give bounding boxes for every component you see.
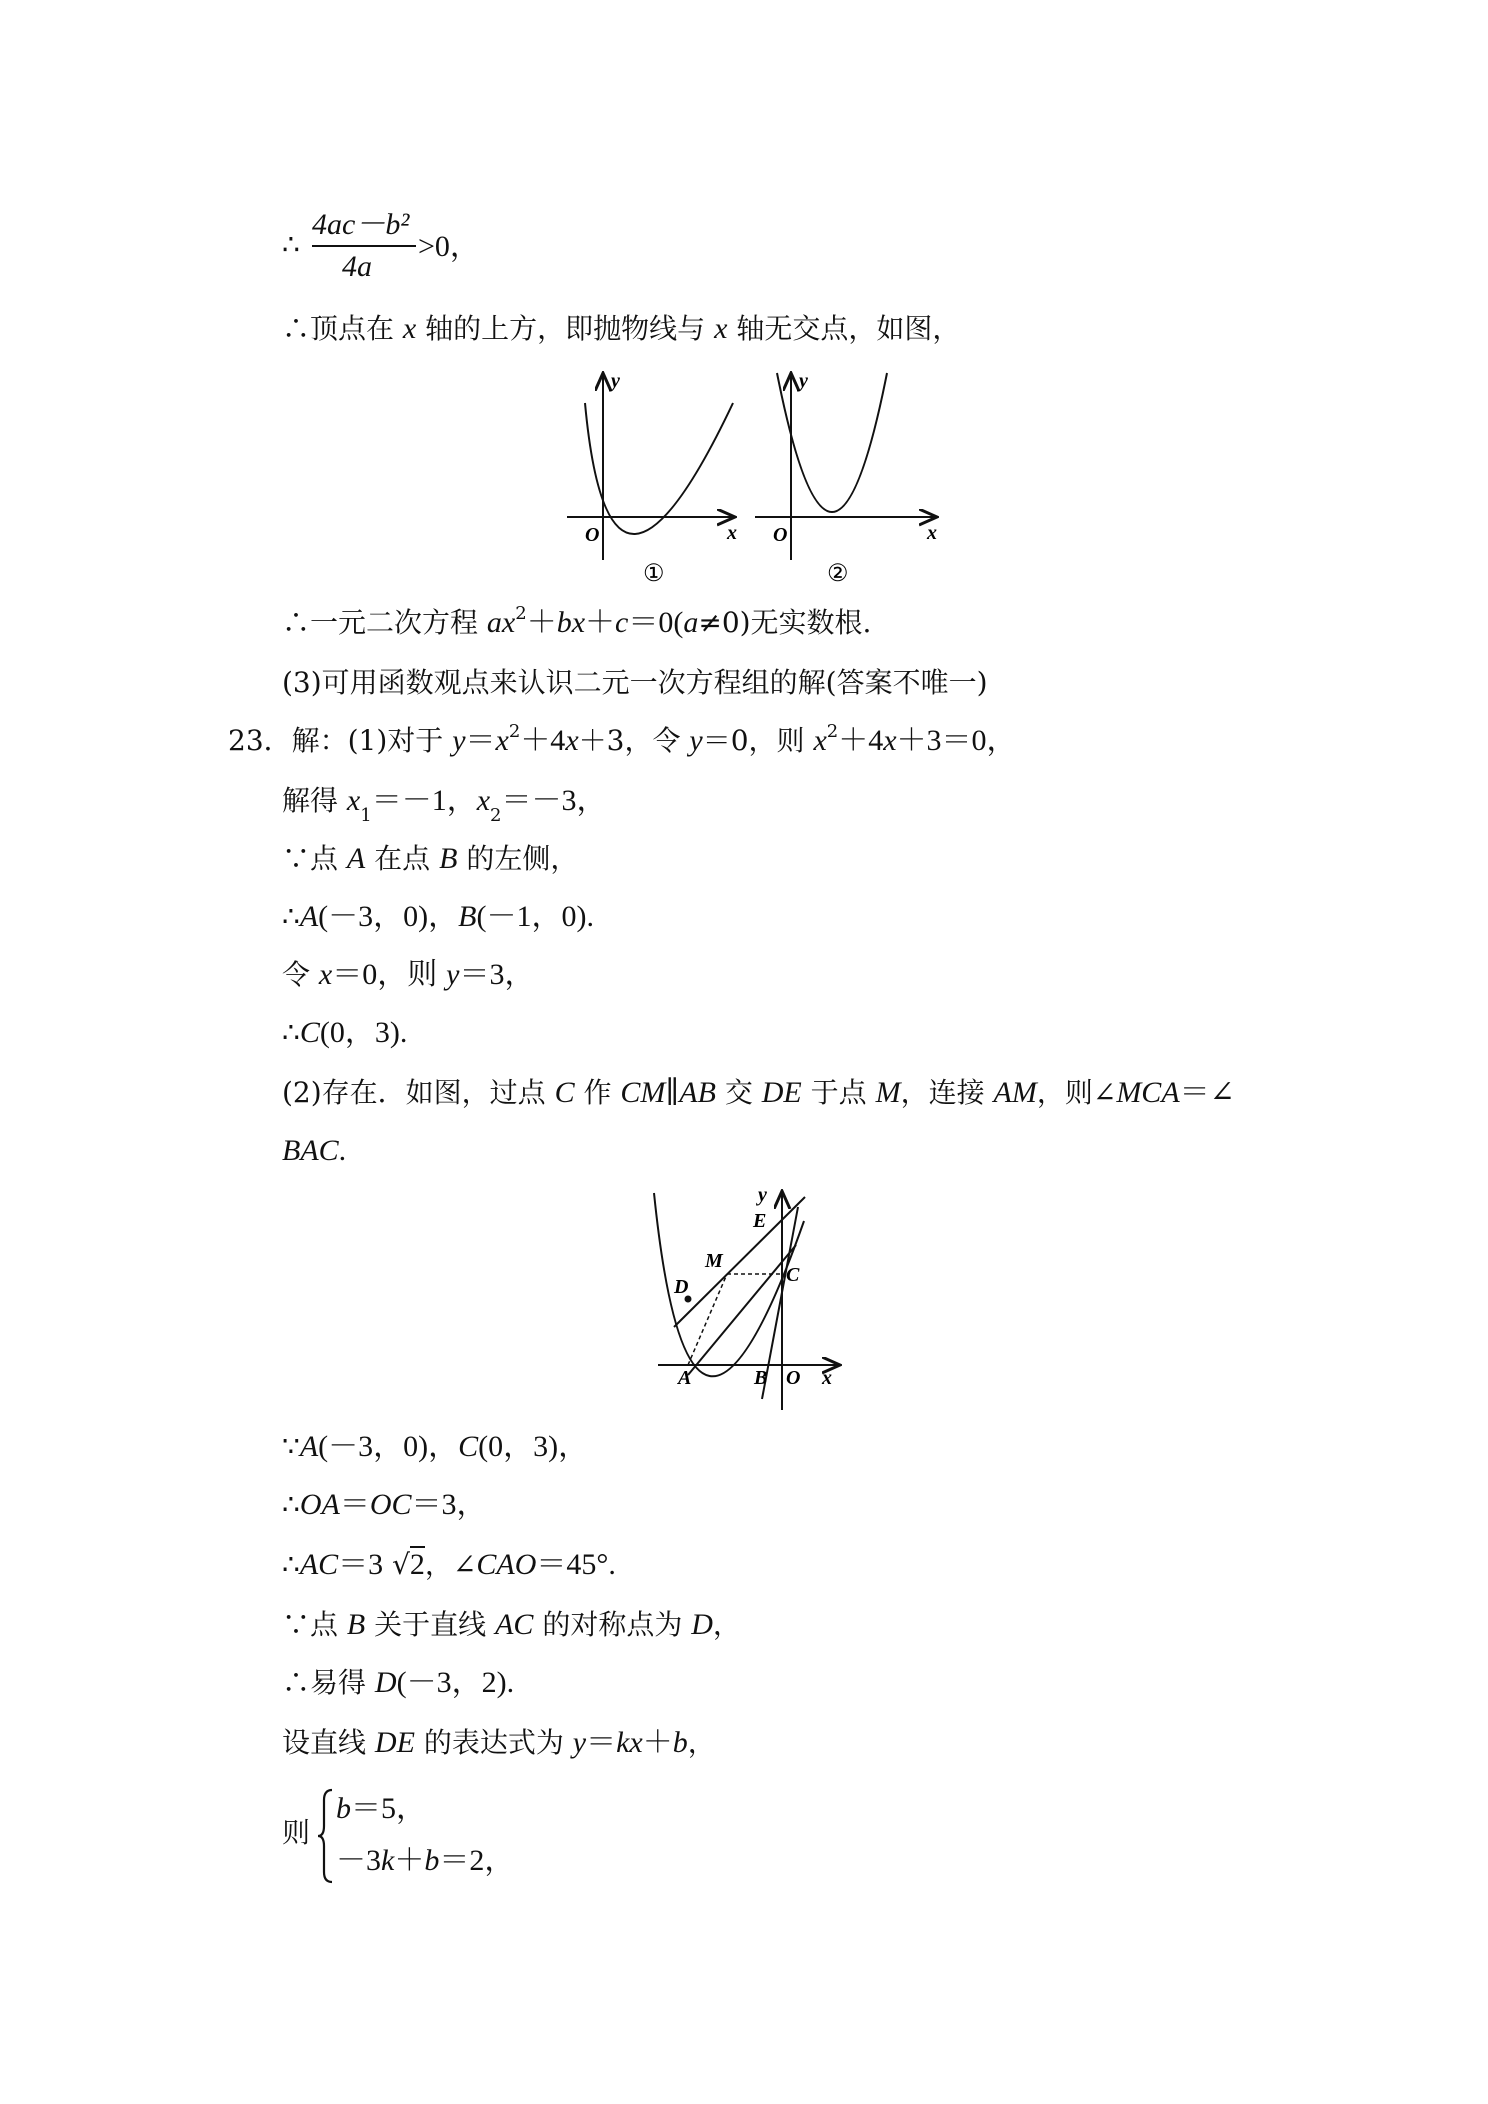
parabola-curve [777,373,887,512]
fraction-numerator: 4ac－b² [312,208,410,241]
figure-1 [567,370,737,587]
sqrt-symbol: √ [392,1548,410,1581]
label-e: E [753,1210,767,1232]
text-line-bac: BAC. [282,1134,347,1167]
text-line-a-left-of-b: ∵点 A 在点 B 的左侧， [282,842,579,875]
text-line-point-c: ∴C(0，3). [282,1016,408,1049]
label-c: C [786,1264,800,1286]
text-line-ac-length: ∴AC＝3 √2，∠CAO＝45°. [282,1548,616,1581]
parabola-curve [585,403,733,534]
label-m: M [705,1250,723,1272]
label-d: D [674,1276,689,1298]
text-line-solve: 解得 $x_1=-1$，$x_2=-3$， [282,784,607,826]
text-line-given-ac: ∵A(－3，0)，C(0，3)， [282,1430,589,1463]
text-line-oa-oc: ∴OA＝OC＝3， [282,1488,487,1521]
therefore-symbol: ∴ [282,228,300,261]
label-b: B [754,1367,768,1389]
text-line-point-d: ∴易得 D(－3，2). [282,1666,515,1699]
text-line-no-real-roots: ∴一元二次方程 $ax^2+bx+c=0(a\ne 0)$无实数根. [282,602,872,639]
x-label: x [927,522,937,544]
parabola-figures [555,365,945,590]
origin-label: O [773,524,788,546]
text-line-part3: (3)可用函数观点来认识二元一次方程组的解(答案不唯一) [282,666,988,699]
line-fraction [282,208,482,288]
fraction-tail: >0， [418,230,480,263]
text-line-vertex: ∴顶点在 x 轴的上方，即抛物线与 x 轴无交点，如图， [282,312,961,345]
figure-caption: ② [827,561,849,587]
text-line-q23: 23．解：(1)对于 $y=x^2+4x+3$，令 y＝0，则 $x^2+4x+3=0$， [228,720,1017,757]
y-label: y [799,370,808,392]
geometry-figure [650,1185,850,1415]
text-line-let-x0: 令 x＝0，则 y＝3， [282,958,535,991]
brace [316,1786,336,1886]
line-de [674,1197,805,1327]
figure-caption: ① [643,561,665,587]
text-line-line-de: 设直线 DE 的表达式为 y＝kx＋b， [282,1726,716,1759]
origin-label: O [585,524,600,546]
fraction-denominator: 4a [342,250,372,283]
figure-2 [755,370,937,587]
x-label: x [727,522,737,544]
label-o: O [786,1367,801,1389]
label-y: y [758,1185,767,1206]
text-line-points-ab: ∴A(－3，0)，B(－1，0). [282,900,594,933]
y-label: y [611,370,620,392]
label-x: x [822,1367,832,1389]
equation-2: －3k＋b＝2， [336,1844,515,1877]
equation-system: 则 b＝5， －3k＋b＝2， [282,1786,582,1886]
fraction-bar [312,245,416,247]
equation-1: b＝5， [336,1792,426,1825]
text-line-symmetric-point: ∵点 B 关于直线 AC 的对称点为 D， [282,1608,741,1641]
label-a: A [678,1367,692,1389]
text-line-part2: (2)存在．如图，过点 C 作 CM∥AB 交 DE 于点 M，连接 AM，则∠MCA＝∠ [282,1076,1235,1109]
